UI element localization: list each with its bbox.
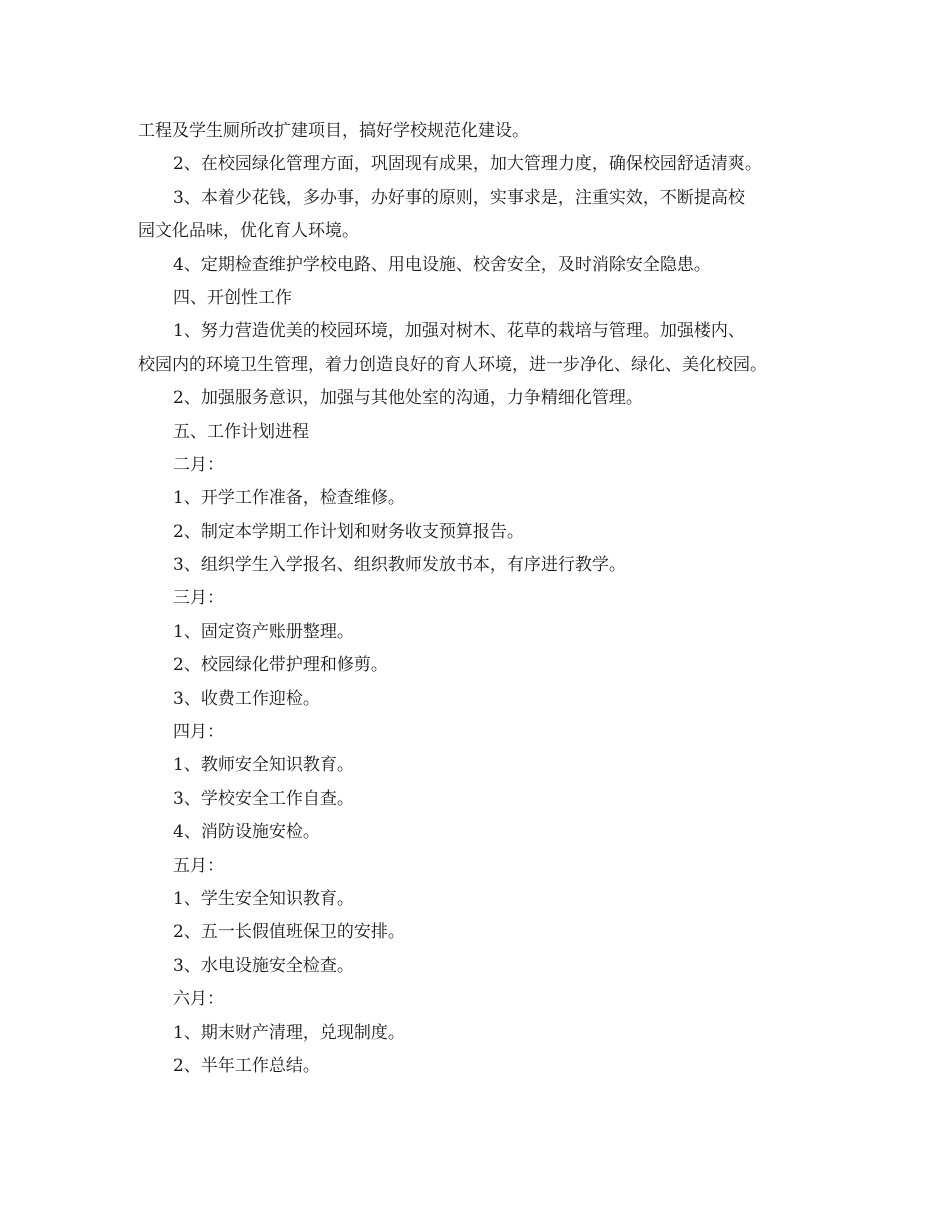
month-heading: 六月： bbox=[173, 989, 224, 1010]
body-line: 3、本着少花钱，多办事，办好事的原则，实事求是，注重实效，不断提高校 bbox=[173, 187, 745, 208]
month-heading: 三月： bbox=[173, 588, 224, 609]
list-item: 4、消防设施安检。 bbox=[173, 822, 320, 843]
list-item: 1、期末财产清理，兑现制度。 bbox=[173, 1022, 405, 1043]
list-item: 2、五一长假值班保卫的安排。 bbox=[173, 922, 405, 943]
list-item: 3、收费工作迎检。 bbox=[173, 688, 320, 709]
list-item: 1、开学工作准备，检查维修。 bbox=[173, 488, 405, 509]
body-line: 2、加强服务意识，加强与其他处室的沟通，力争精细化管理。 bbox=[173, 388, 643, 409]
list-item: 1、固定资产账册整理。 bbox=[173, 621, 354, 642]
body-line: 4、定期检查维护学校电路、用电设施、校舍安全，及时消除安全隐患。 bbox=[173, 254, 711, 275]
month-heading: 二月： bbox=[173, 454, 224, 475]
list-item: 3、水电设施安全检查。 bbox=[173, 955, 354, 976]
section-heading: 四、开创性工作 bbox=[173, 287, 292, 308]
list-item: 3、学校安全工作自查。 bbox=[173, 788, 354, 809]
list-item: 1、教师安全知识教育。 bbox=[173, 755, 354, 776]
list-item: 2、制定本学期工作计划和财务收支预算报告。 bbox=[173, 521, 524, 542]
list-item: 2、校园绿化带护理和修剪。 bbox=[173, 655, 388, 676]
list-item: 2、半年工作总结。 bbox=[173, 1055, 320, 1076]
body-line: 1、努力营造优美的校园环境，加强对树木、花草的栽培与管理。加强楼内、 bbox=[173, 321, 745, 342]
body-line: 2、在校园绿化管理方面，巩固现有成果，加大管理力度，确保校园舒适清爽。 bbox=[173, 154, 762, 175]
month-heading: 四月： bbox=[173, 722, 224, 743]
body-line: 校园内的环境卫生管理，着力创造良好的育人环境，进一步净化、绿化、美化校园。 bbox=[138, 354, 767, 375]
list-item: 1、学生安全知识教育。 bbox=[173, 888, 354, 909]
body-line: 工程及学生厕所改扩建项目，搞好学校规范化建设。 bbox=[138, 121, 529, 141]
list-item: 3、组织学生入学报名、组织教师发放书本，有序进行教学。 bbox=[173, 555, 626, 576]
section-heading: 五、工作计划进程 bbox=[173, 421, 309, 442]
month-heading: 五月： bbox=[173, 855, 224, 876]
document-body bbox=[138, 115, 828, 1083]
body-line: 园文化品味，优化育人环境。 bbox=[138, 221, 359, 242]
